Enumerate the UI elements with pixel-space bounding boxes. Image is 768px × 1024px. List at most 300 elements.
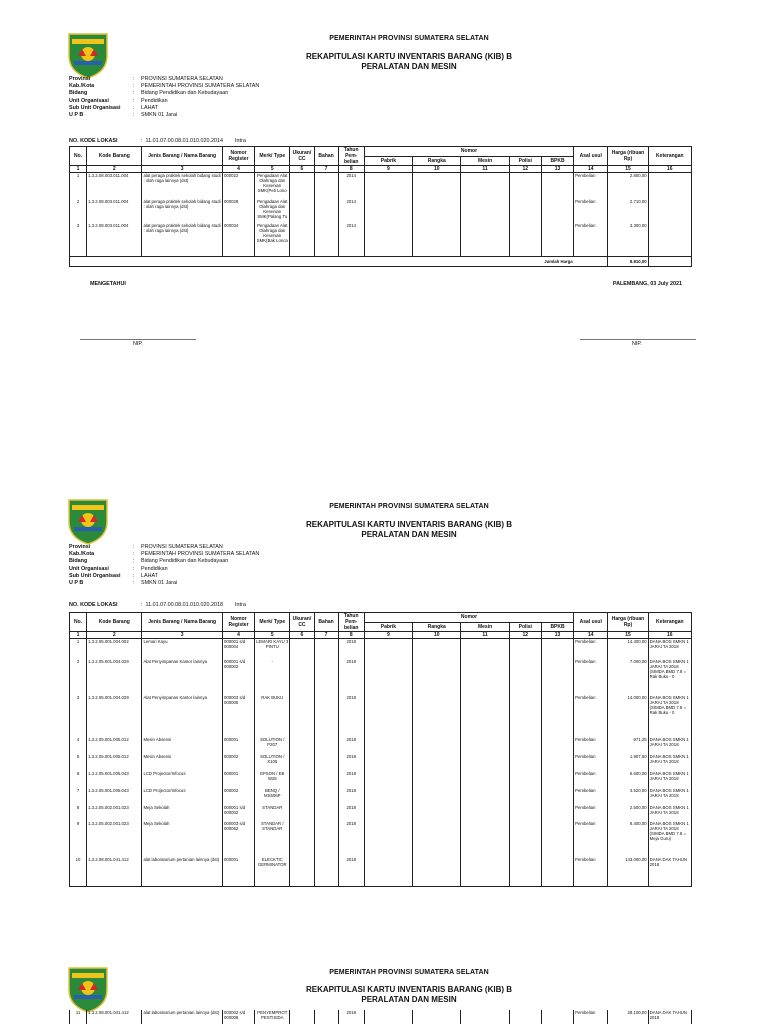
col-jenis: Jenis Barang / Nama Barang	[142, 613, 223, 632]
document-title: REKAPITULASI KARTU INVENTARIS BARANG (KIB) B	[305, 52, 513, 61]
row-bahan	[314, 788, 338, 805]
row-rangka	[413, 173, 461, 199]
info-value: Bidang Pendidikan dan Kebudayaan	[141, 90, 229, 97]
row-bpkb	[541, 199, 573, 223]
row-register: 000002	[222, 754, 254, 771]
row-bahan	[314, 199, 338, 223]
table-row	[70, 659, 692, 695]
row-register: 000034	[222, 223, 254, 257]
row-polisi	[509, 857, 541, 887]
info-key: Sub Unit Organisasi	[69, 104, 121, 111]
row-kode: 1.3.2.05.002.001.023	[87, 821, 142, 857]
row-tahun: 2018	[338, 737, 364, 754]
row-merk: Pengadaan Alat Olahraga dan Kesenian SMK(Peti Lono	[255, 173, 290, 199]
row-polisi	[509, 223, 541, 257]
col-no: No.	[70, 147, 87, 166]
row-asal: Pembelian	[574, 805, 608, 821]
table-row	[70, 771, 692, 788]
row-polisi	[509, 754, 541, 771]
row-tahun: 2014	[338, 223, 364, 257]
row-no: 8	[70, 805, 87, 821]
row-asal: Pembelian	[574, 821, 608, 857]
row-bpkb	[541, 659, 573, 695]
row-no: 11	[70, 1010, 87, 1024]
row-keterangan	[648, 199, 691, 223]
row-ukuran	[290, 737, 314, 754]
row-keterangan: DANA BOS SMKN 1 JARAI TA 2018 (SIMDA BMD 7.8 = Rak Buku - 0	[648, 695, 691, 737]
info-block: Provinsi : PROVINSI SUMATERA SELATAN Kab./Kota : PEMERINTAH PROVINSI SUMATERA SELATAN Bidang : Bidang Pendidikan dan Kebudayaan Unit Organisasi : Pendidikan Sub Unit Organisasi : LAHAT U P B : SMKN 01 Jarai	[69, 76, 260, 119]
row-kode: 1.3.2.05.001.005.043	[87, 771, 142, 788]
col-pabrik: Pabrik	[364, 622, 412, 632]
row-merk: SOLUTION / X105	[255, 754, 290, 771]
row-keterangan: DANA BOS SMKN 1 JARAI TA 2018	[648, 737, 691, 754]
row-pabrik	[364, 737, 412, 754]
column-number-row: 1 2 3 4 5 6 7 8 9 10 11 12 13 14 15 16	[70, 166, 692, 173]
info-value: PROVINSI SUMATERA SELATAN	[141, 76, 223, 82]
row-merk: EPSON / EB W28	[255, 771, 290, 788]
government-heading: PEMERINTAH PROVINSI SUMATERA SELATAN	[329, 503, 489, 510]
row-rangka	[413, 695, 461, 737]
row-bahan	[314, 737, 338, 754]
col-harga: Harga (ribuan Rp)	[608, 613, 648, 632]
row-nama: alat peraga praktek sekolah bidang studi : olah raga lainnya (dst)	[142, 199, 223, 223]
table-row	[70, 173, 692, 199]
col-ukuran: Ukuran/ CC	[290, 147, 314, 166]
government-heading: PEMERINTAH PROVINSI SUMATERA SELATAN	[329, 35, 489, 42]
row-nama: Mesin Absensi	[142, 754, 223, 771]
row-bahan	[314, 821, 338, 857]
row-mesin	[461, 821, 509, 857]
row-tahun: 2018	[338, 805, 364, 821]
info-value: PEMERINTAH PROVINSI SUMATERA SELATAN	[141, 551, 260, 558]
kib-table-3	[69, 1010, 692, 1024]
row-tahun: 2018	[338, 821, 364, 857]
row-harga: 143.000,00	[608, 857, 648, 887]
info-key: Provinsi	[69, 544, 91, 550]
row-harga: 8.400,00	[608, 821, 648, 857]
col-mesin: Mesin	[461, 156, 509, 166]
info-value: SMKN 01 Jarai	[141, 580, 178, 587]
col-asal: Asal usul	[574, 147, 608, 166]
row-tahun: 2014	[338, 173, 364, 199]
row-bpkb	[541, 821, 573, 857]
row-nama: alat laboratorium pertanian lainnya (dst)	[142, 1010, 223, 1024]
row-ukuran	[290, 639, 314, 659]
row-pabrik	[364, 695, 412, 737]
row-harga: 14.000,00	[608, 695, 648, 737]
row-bpkb	[541, 737, 573, 754]
row-polisi	[509, 173, 541, 199]
info-key: U P B	[69, 112, 84, 119]
col-rangka: Rangka	[413, 156, 461, 166]
table-row	[70, 805, 692, 821]
row-ukuran	[290, 788, 314, 805]
intra-label: Intra	[235, 138, 246, 144]
info-value: SMKN 01 Jarai	[141, 112, 178, 119]
row-no: 4	[70, 737, 87, 754]
table-row	[70, 199, 692, 223]
row-rangka	[413, 805, 461, 821]
kode-lokasi: NO. KODE LOKASI : 11.01.07.00.08.01.010.020.2014 Intra	[69, 138, 246, 144]
row-register: 000001 s/d 000002	[222, 805, 254, 821]
row-pabrik	[364, 857, 412, 887]
row-mesin	[461, 1010, 509, 1024]
row-tahun: 2018	[338, 639, 364, 659]
col-polisi: Polisi	[509, 622, 541, 632]
document-page-1	[0, 0, 768, 400]
row-no: 1	[70, 173, 87, 199]
row-kode: 1.3.2.05.001.005.043	[87, 788, 142, 805]
kib-table-1	[69, 146, 692, 267]
row-kode: 1.3.2.05.002.001.023	[87, 805, 142, 821]
table-row	[70, 754, 692, 771]
row-rangka	[413, 821, 461, 857]
row-keterangan	[648, 223, 691, 257]
row-harga: 28.100,00	[608, 1010, 648, 1024]
row-pabrik	[364, 821, 412, 857]
col-nomor: Nomor	[364, 147, 573, 157]
row-asal: Pembelian	[574, 199, 608, 223]
row-tahun: 2018	[338, 857, 364, 887]
row-keterangan: DANA BOS SMKN 1 JARAI TA 2018 (SIMDA BMD 7.8 = Meja Guru)	[648, 821, 691, 857]
row-asal: Pembelian	[574, 737, 608, 754]
row-polisi	[509, 1010, 541, 1024]
row-harga: 1.907,50	[608, 754, 648, 771]
row-pabrik	[364, 1010, 412, 1024]
row-mesin	[461, 639, 509, 659]
row-mesin	[461, 754, 509, 771]
row-register: 000001	[222, 771, 254, 788]
row-kode: 1.3.2.05.001.004.029	[87, 695, 142, 737]
row-keterangan: DANA BOS SMKN 1 JARAI TA 2018	[648, 754, 691, 771]
row-pabrik	[364, 754, 412, 771]
row-harga: 7.000,00	[608, 659, 648, 695]
document-subtitle: PERALATAN DAN MESIN	[361, 530, 457, 539]
col-harga: Harga (ribuan Rp)	[608, 147, 648, 166]
row-asal: Pembelian	[574, 771, 608, 788]
row-polisi	[509, 695, 541, 737]
info-key: Sub Unit Organisasi	[69, 572, 121, 579]
row-ukuran	[290, 857, 314, 887]
row-merk: RAK BUKU	[255, 695, 290, 737]
row-polisi	[509, 771, 541, 788]
col-asal: Asal usul	[574, 613, 608, 632]
row-pabrik	[364, 771, 412, 788]
document-subtitle: PERALATAN DAN MESIN	[361, 62, 457, 71]
row-polisi	[509, 659, 541, 695]
col-no: No.	[70, 613, 87, 632]
kode-lokasi: NO. KODE LOKASI : 11.01.07.00.08.01.010.020.2018 Intra	[69, 602, 246, 608]
row-kode: 1.3.2.08.001.041.412	[87, 857, 142, 887]
row-ukuran	[290, 173, 314, 199]
row-nama: Alat Penyimpanan Kantor lainnya	[142, 695, 223, 737]
row-asal: Pembelian	[574, 639, 608, 659]
row-bahan	[314, 857, 338, 887]
row-rangka	[413, 639, 461, 659]
row-ukuran	[290, 821, 314, 857]
row-asal: Pembelian	[574, 754, 608, 771]
row-tahun: 2018	[338, 1010, 364, 1024]
column-number-row: 1 2 3 4 5 6 7 8 9 10 11 12 13 14 15 16	[70, 632, 692, 639]
row-pabrik	[364, 223, 412, 257]
signature-line-left	[80, 339, 196, 340]
col-mesin: Mesin	[461, 622, 509, 632]
row-keterangan: DANA DAK TAHUN 2018	[648, 857, 691, 887]
row-mesin	[461, 659, 509, 695]
mengetahui-label: MENGETAHUI	[90, 281, 126, 287]
row-kode: 1.3.2.05.001.004.002	[87, 639, 142, 659]
row-keterangan: DANA BOS SMKN 1 JARAI TA 2018	[648, 805, 691, 821]
info-key: U P B	[69, 580, 84, 587]
row-mesin	[461, 771, 509, 788]
row-kode: 1.3.2.08.003.011.004	[87, 223, 142, 257]
row-harga: 6.600,00	[608, 771, 648, 788]
row-mesin	[461, 857, 509, 887]
col-bpkb: BPKB	[541, 622, 573, 632]
row-harga: 14.400,00	[608, 639, 648, 659]
col-tahun: Tahun Pem- belian	[338, 613, 364, 632]
row-harga: 4.520,00	[608, 788, 648, 805]
row-polisi	[509, 737, 541, 754]
table-row	[70, 737, 692, 754]
row-bahan	[314, 659, 338, 695]
row-bahan	[314, 771, 338, 788]
row-ukuran	[290, 754, 314, 771]
row-keterangan: DANA BOS SMKN 1 JARAI TA 2018	[648, 771, 691, 788]
row-merk: -	[255, 659, 290, 695]
row-bpkb	[541, 857, 573, 887]
col-bahan: Bahan	[314, 147, 338, 166]
row-register: 000001 s/d 000004	[222, 639, 254, 659]
row-bpkb	[541, 695, 573, 737]
col-merk: Merk/ Type	[255, 147, 290, 166]
row-pabrik	[364, 173, 412, 199]
nip-left: NIP.	[133, 341, 143, 347]
row-no: 5	[70, 754, 87, 771]
row-register: 000003 s/d 000052	[222, 821, 254, 857]
row-polisi	[509, 821, 541, 857]
table-row	[70, 695, 692, 737]
row-mesin	[461, 805, 509, 821]
info-value: Pendidikan	[141, 565, 168, 572]
row-register: 000001	[222, 857, 254, 887]
col-kode: Kode Barang	[87, 147, 142, 166]
col-nomor: Nomor	[364, 613, 573, 623]
info-key: Unit Organisasi	[69, 97, 109, 104]
info-block: Provinsi : PROVINSI SUMATERA SELATAN Kab./Kota : PEMERINTAH PROVINSI SUMATERA SELATAN Bidang : Bidang Pendidikan dan Kebudayaan Unit Organisasi : Pendidikan Sub Unit Organisasi : LAHAT U P B : SMKN 01 Jarai	[69, 544, 260, 587]
row-asal: Pembelian	[574, 659, 608, 695]
row-nama: Meja Sekolah	[142, 821, 223, 857]
document-page-3	[0, 964, 768, 1024]
row-mesin	[461, 788, 509, 805]
row-nama: LCD Projector/Infocus	[142, 771, 223, 788]
row-nama: Mesin Absensi	[142, 737, 223, 754]
row-bahan	[314, 754, 338, 771]
row-polisi	[509, 805, 541, 821]
info-value: LAHAT	[141, 104, 158, 111]
row-bahan	[314, 223, 338, 257]
kib-table-body	[70, 1010, 692, 1024]
info-key: Kab./Kota	[69, 83, 95, 90]
row-ukuran	[290, 223, 314, 257]
total-row	[70, 257, 692, 267]
col-ukuran: Ukuran/ CC	[290, 613, 314, 632]
row-harga: 3.300,00	[608, 223, 648, 257]
col-jenis: Jenis Barang / Nama Barang	[142, 147, 223, 166]
row-register: 000028	[222, 199, 254, 223]
row-ukuran	[290, 695, 314, 737]
row-register: 000001	[222, 737, 254, 754]
kib-table-body	[70, 639, 692, 887]
row-rangka	[413, 737, 461, 754]
row-mesin	[461, 737, 509, 754]
table-row	[70, 223, 692, 257]
row-tahun: 2018	[338, 771, 364, 788]
row-asal: Pembelian	[574, 1010, 608, 1024]
col-tahun: Tahun Pem- belian	[338, 147, 364, 166]
row-mesin	[461, 173, 509, 199]
info-value: PROVINSI SUMATERA SELATAN	[141, 544, 223, 550]
document-subtitle: PERALATAN DAN MESIN	[361, 995, 457, 1004]
row-keterangan: DANA BOS SMKN 1 JARAI TA 2018	[648, 788, 691, 805]
col-polisi: Polisi	[509, 156, 541, 166]
row-tahun: 2014	[338, 199, 364, 223]
col-merk: Merk/ Type	[255, 613, 290, 632]
row-asal: Pembelian	[574, 223, 608, 257]
row-no: 10	[70, 857, 87, 887]
info-key: Bidang	[69, 90, 88, 97]
info-key: Kab./Kota	[69, 551, 95, 558]
row-tahun: 2018	[338, 754, 364, 771]
row-nama: alat peraga praktek sekolah bidang studi : olah raga lainnya (dst)	[142, 173, 223, 199]
row-bahan	[314, 639, 338, 659]
row-harga: 971,25	[608, 737, 648, 754]
row-tahun: 2018	[338, 659, 364, 695]
row-asal: Pembelian	[574, 788, 608, 805]
row-asal: Pembelian	[574, 857, 608, 887]
row-nama: alat laboratorium pertanian lainnya (dst)	[142, 857, 223, 887]
row-pabrik	[364, 805, 412, 821]
row-merk: STANDAR	[255, 805, 290, 821]
info-value: LAHAT	[141, 572, 158, 579]
row-no: 7	[70, 788, 87, 805]
row-bpkb	[541, 788, 573, 805]
row-bpkb	[541, 805, 573, 821]
col-register: Nomor Register	[222, 613, 254, 632]
row-kode: 1.3.2.08.001.041.412	[87, 1010, 142, 1024]
row-pabrik	[364, 788, 412, 805]
total-value: 8.810,00	[608, 257, 648, 267]
col-keterangan: Keterangan	[648, 613, 691, 632]
row-register: 000003 s/d 000006	[222, 695, 254, 737]
row-ukuran	[290, 805, 314, 821]
row-merk: BENQ / MS506P	[255, 788, 290, 805]
row-rangka	[413, 754, 461, 771]
row-ukuran	[290, 659, 314, 695]
signature-line-right	[580, 339, 696, 340]
row-bpkb	[541, 173, 573, 199]
intra-label: Intra	[235, 602, 246, 608]
table-row	[70, 1010, 692, 1024]
table-row	[70, 821, 692, 857]
row-bpkb	[541, 639, 573, 659]
row-rangka	[413, 788, 461, 805]
row-merk: ELECKTIC GERMINATOR	[255, 857, 290, 887]
row-no: 9	[70, 821, 87, 857]
row-keterangan: DANA DAK TAHUN 2018	[648, 1010, 691, 1024]
col-register: Nomor Register	[222, 147, 254, 166]
kib-table-2	[69, 612, 692, 887]
row-register: 000002 s/d 000008	[222, 1010, 254, 1024]
kode-lokasi-value: 11.01.07.00.08.01.010.020.2014	[145, 138, 224, 144]
row-no: 3	[70, 695, 87, 737]
row-register: 000022	[222, 173, 254, 199]
row-pabrik	[364, 659, 412, 695]
row-rangka	[413, 223, 461, 257]
row-kode: 1.3.2.08.003.011.004	[87, 173, 142, 199]
row-rangka	[413, 1010, 461, 1024]
document-title: REKAPITULASI KARTU INVENTARIS BARANG (KIB) B	[305, 520, 513, 529]
row-ukuran	[290, 1010, 314, 1024]
row-merk: LEMARI KAYU 3 PINTU	[255, 639, 290, 659]
row-bpkb	[541, 754, 573, 771]
document-page-2	[0, 496, 768, 966]
row-nama: Alat Penyimpanan Kantor lainnya	[142, 659, 223, 695]
place-date: PALEMBANG, 03 July 2021	[612, 281, 682, 287]
row-asal: Pembelian	[574, 173, 608, 199]
row-asal: Pembelian	[574, 695, 608, 737]
row-keterangan: DANA BOS SMKN 1 JARAI TA 2018	[648, 639, 691, 659]
document-title: REKAPITULASI KARTU INVENTARIS BARANG (KIB) B	[305, 985, 513, 994]
col-kode: Kode Barang	[87, 613, 142, 632]
row-merk: Pengadaan Alat Olahraga dan Kesenian SMK(Palang Tu	[255, 199, 290, 223]
row-nama: LCD Projector/Infocus	[142, 788, 223, 805]
row-keterangan: DANA BOS SMKN 1 JARAI TA 2018 (SIMDA BMD 7.8 = Rak Buku - 0	[648, 659, 691, 695]
row-merk: SOLUTION / P207	[255, 737, 290, 754]
info-value: PEMERINTAH PROVINSI SUMATERA SELATAN	[141, 83, 260, 90]
row-merk: PENYEMPROT PESTISIDA	[255, 1010, 290, 1024]
government-heading: PEMERINTAH PROVINSI SUMATERA SELATAN	[329, 969, 489, 976]
row-nama: alat peraga praktek sekolah bidang studi : olah raga lainnya (dst)	[142, 223, 223, 257]
row-pabrik	[364, 199, 412, 223]
row-kode: 1.3.2.05.001.005.012	[87, 754, 142, 771]
row-ukuran	[290, 199, 314, 223]
table-row	[70, 788, 692, 805]
col-bpkb: BPKB	[541, 156, 573, 166]
row-mesin	[461, 695, 509, 737]
info-key: Unit Organisasi	[69, 565, 109, 572]
info-key: Bidang	[69, 558, 88, 565]
col-pabrik: Pabrik	[364, 156, 412, 166]
row-kode: 1.3.2.08.003.011.004	[87, 199, 142, 223]
row-bahan	[314, 695, 338, 737]
row-rangka	[413, 199, 461, 223]
row-polisi	[509, 788, 541, 805]
row-kode: 1.3.2.05.001.004.029	[87, 659, 142, 695]
kode-lokasi-value: 11.01.07.00.08.01.010.020.2018	[145, 602, 224, 608]
col-bahan: Bahan	[314, 613, 338, 632]
info-value: Bidang Pendidikan dan Kebudayaan	[141, 558, 229, 565]
row-nama: Lemari Kayu	[142, 639, 223, 659]
row-no: 2	[70, 659, 87, 695]
row-harga: 2.800,00	[608, 173, 648, 199]
row-bpkb	[541, 1010, 573, 1024]
row-no: 1	[70, 639, 87, 659]
row-pabrik	[364, 639, 412, 659]
col-keterangan: Keterangan	[648, 147, 691, 166]
row-bpkb	[541, 223, 573, 257]
table-row	[70, 857, 692, 887]
